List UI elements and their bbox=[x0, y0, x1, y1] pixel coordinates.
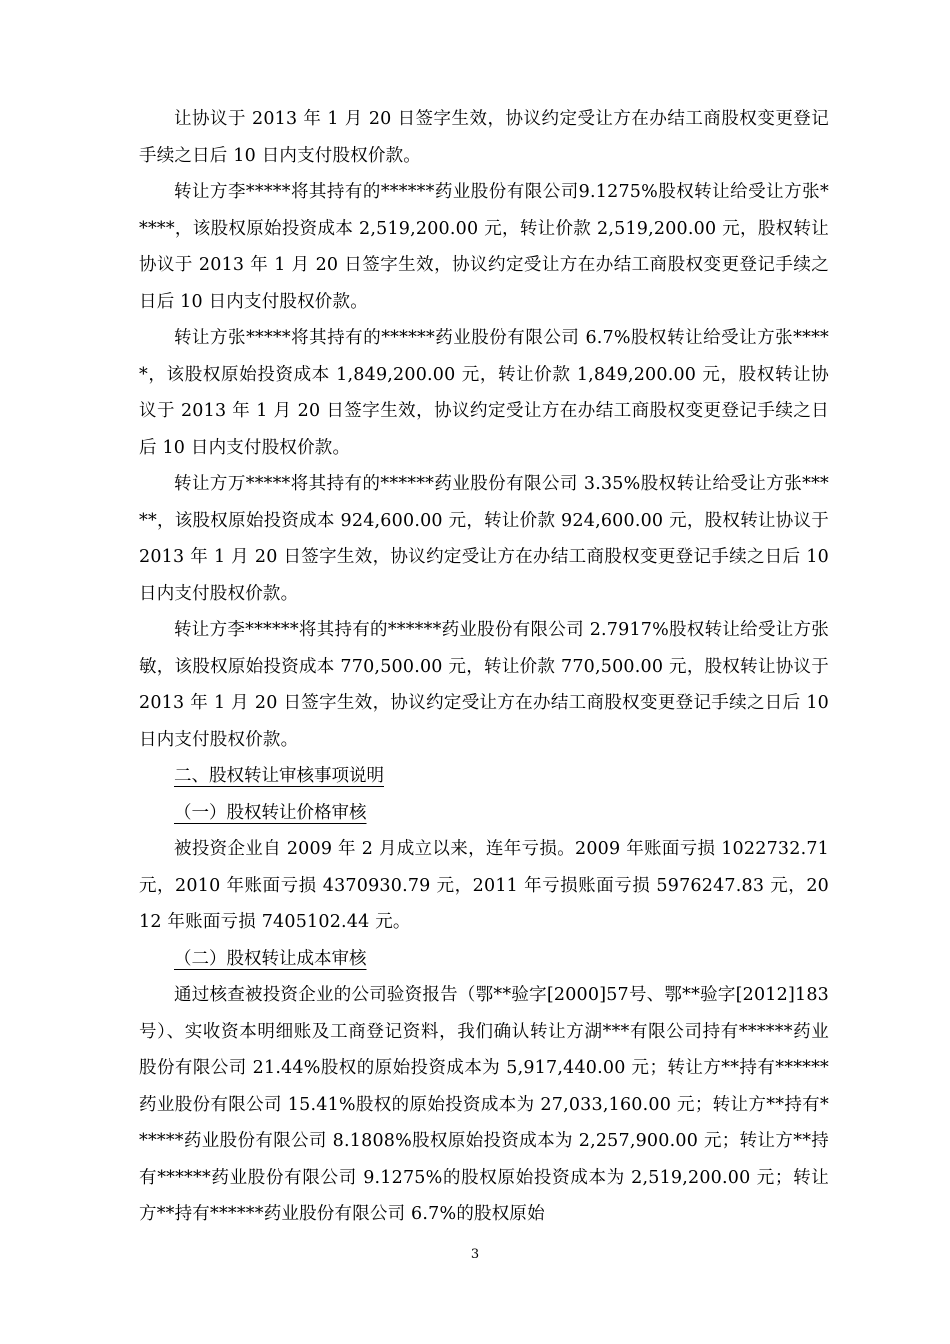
subheading-text: （一）股权转让价格审核 bbox=[174, 802, 367, 823]
subheading-price-review bbox=[139, 795, 829, 832]
document-body bbox=[139, 101, 829, 1233]
paragraph-transfer-terms-continued: 让协议于 2013 年 1 月 20 日签字生效，协议约定受让方在办结工商股权变更登记手续之日后 10 日内支付股权价款。 bbox=[139, 109, 829, 166]
section-heading-review-items bbox=[139, 758, 829, 795]
paragraph-cost-verification: 通过核查被投资企业的公司验资报告（鄂**验字[2000]57号、鄂**验字[2012]183号）、实收资本明细账及工商登记资料，我们确认转让方湖***有限公司持有******药业股份有限公司 21.44%股权的原始投资成本为 5,917,440.00 元；转让方**持有******药业股份有限公司 15.41%股权的原始投资成本为 27,033,160.00 元；转让方**持有******药业股份有限公司 8.1808%股权原始投资成本为 2,257,900.00 元；转让方**持有******药业股份有限公司 9.1275%的股权原始投资成本为 2,519,200.00 元；转让方**持有******药业股份有限公司 6.7%的股权原始 bbox=[139, 985, 829, 1224]
page-number: 3 bbox=[470, 1247, 480, 1262]
paragraph-loss-history: 被投资企业自 2009 年 2 月成立以来，连年亏损。2009 年账面亏损 1022732.71 元，2010 年账面亏损 4370930.79 元，2011 年亏损账面亏损 5976247.83 元，2012 年账面亏损 7405102.44 元。 bbox=[139, 839, 829, 932]
paragraph-transfer-li-2-7917: 转让方李******将其持有的******药业股份有限公司 2.7917%股权转让给受让方张敏，该股权原始投资成本 770,500.00 元，转让价款 770,500.00 元，股权转让协议于 2013 年 1 月 20 日签字生效，协议约定受让方在办结工商股权变更登记手续之日后 10 日内支付股权价款。 bbox=[139, 620, 829, 750]
subheading-text: （二）股权转让成本审核 bbox=[174, 948, 367, 969]
section-heading-text: 二、股权转让审核事项说明 bbox=[174, 766, 384, 786]
paragraph-transfer-li-9-1275: 转让方李*****将其持有的******药业股份有限公司9.1275%股权转让给受让方张*****，该股权原始投资成本 2,519,200.00 元，转让价款 2,519,200.00 元，股权转让协议于 2013 年 1 月 20 日签字生效，协议约定受让方在办结工商股权变更登记手续之日后 10 日内支付股权价款。 bbox=[139, 182, 829, 312]
subheading-cost-review bbox=[139, 941, 829, 978]
paragraph-transfer-zhang-6-7: 转让方张*****将其持有的******药业股份有限公司 6.7%股权转让给受让方张*****，该股权原始投资成本 1,849,200.00 元，转让价款 1,849,200.00 元，股权转让协议于 2013 年 1 月 20 日签字生效，协议约定受让方在办结工商股权变更登记手续之日后 10 日内支付股权价款。 bbox=[139, 328, 829, 458]
paragraph-transfer-wan-3-35: 转让方万*****将其持有的******药业股份有限公司 3.35%股权转让给受让方张*****，该股权原始投资成本 924,600.00 元，转让价款 924,600.00 元，股权转让协议于 2013 年 1 月 20 日签字生效，协议约定受让方在办结工商股权变更登记手续之日后 10 日内支付股权价款。 bbox=[139, 474, 829, 604]
